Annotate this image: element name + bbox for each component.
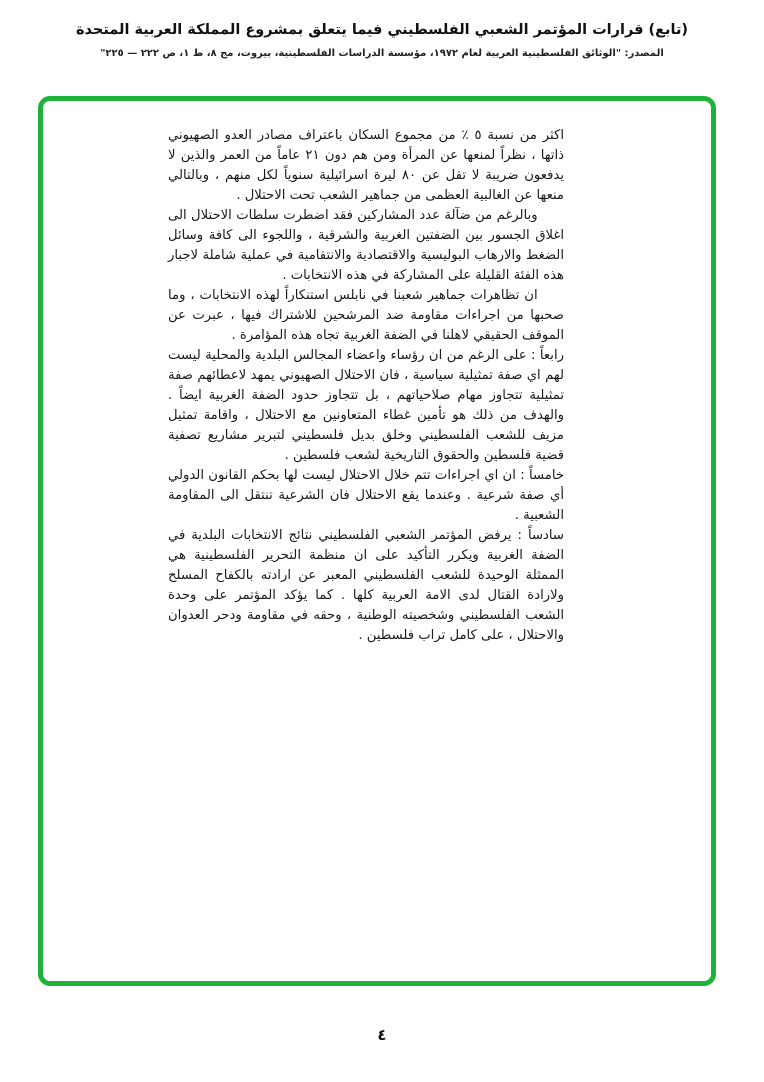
source-citation: المصدر: "الوثائق الفلسطينية العربية لعام ١٩٧٢، مؤسسة الدراسات الفلسطينية، بيروت، مج ٨، ط ١، ص ٢٢٢ — ٢٢٥" [100, 48, 664, 59]
document-title: (تابع) قرارات المؤتمر الشعبي الفلسطيني فيما يتعلق بمشروع المملكة العربية المتحدة [75, 22, 689, 38]
paragraph-continuation: اكثر من نسبة ٥ ٪ من مجموع السكان باعتراف مصادر العدو الصهيوني ذاتها ، نظراً لمنعها عن المرأة ومن هم دون ٢١ عاماً من العمر والذين لا يدفعون ضريبة لا تقل عن ٨٠ ليرة اسرائيلية سنوياً لكل منهم ، وبالتالي منعها عن الغالبية العظمى من جماهير الشعب تحت الاحتلال . [168, 128, 564, 203]
page-number: ٤ [377, 1026, 387, 1044]
paragraph-participation: وبالرغم من ضآلة عدد المشاركين فقد اضطرت سلطات الاحتلال الى اغلاق الجسور بين الضفتين الغربية والشرقية ، واللجوء الى كافة وسائل الضغط والارهاب البوليسية والاقتصادية والانتقامية في عملية شاملة لاجبار هذه الفئة القليلة على المشاركة في هذه الانتخابات . [168, 208, 564, 283]
page-header [0, 22, 764, 59]
paragraph-demonstrations: ان تظاهرات جماهير شعبنا في نابلس استنكاراً لهذه الانتخابات ، وما صحبها من اجراءات مقاومة ضد المرشحين للاشتراك فيها ، عبرت عن الموقف الحقيقي لاهلنا في الضفة الغربية تجاه هذه المؤامرة . [168, 288, 564, 343]
paragraph-sixth-clause: سادساً : يرفض المؤتمر الشعبي الفلسطيني نتائج الانتخابات البلدية في الضفة الغربية ويكرر التأكيد على ان منظمة التحرير الفلسطينية هي الممثلة الوحيدة للشعب الفلسطيني المعبر عن ارادته بالكفاح المسلح ولارادة القتال لدى الامة العربية كلها . كما يؤكد المؤتمر على وحدة الشعب الفلسطيني وشخصيته الوطنية ، وحقه في مقاومة ودحر العدوان والاحتلال ، على كامل تراب فلسطين . [168, 528, 564, 643]
paragraph-fifth-clause: خامساً : ان اي اجراءات تتم خلال الاحتلال ليست لها بحكم القانون الدولي أي صفة شرعية . وعندما يقع الاحتلال فان الشرعية تنتقل الى المقاومة الشعبية . [168, 468, 564, 523]
body-text [168, 126, 564, 646]
paragraph-fourth-clause: رابعاً : على الرغم من ان رؤساء واعضاء المجالس البلدية والمحلية ليست لهم اي صفة تمثيلية سياسية ، فان الاحتلال الصهيوني يمهد لاعطائهم صفة تمثيلية تتجاوز مهام صلاحياتهم ، بل تتجاوز حدود الضفة الغربية ايضاً . والهدف من ذلك هو تأمين غطاء المتعاونين مع الاحتلال ، واقامة تمثيل مزيف للشعب الفلسطيني وخلق بديل فلسطيني لتبرير مشاريع تصفية قضية فلسطين والحقوق التاريخية لشعب فلسطين . [168, 348, 564, 463]
